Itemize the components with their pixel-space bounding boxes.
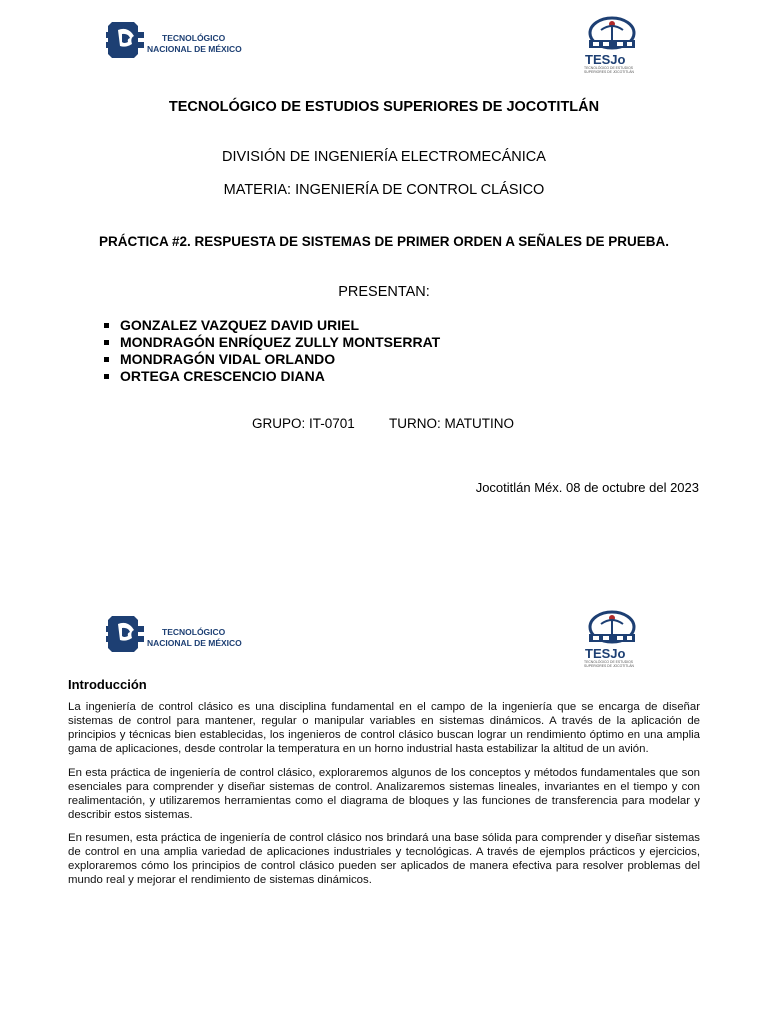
student-name: ORTEGA CRESCENCIO DIANA — [120, 368, 325, 384]
tesjo-sub-line1: TECNOLÓGICO DE ESTUDIOS — [584, 66, 633, 70]
tecnm-logo-page2 — [106, 612, 251, 666]
place-date: Jocotitlán Méx. 08 de octubre del 2023 — [475, 480, 699, 495]
tecnm-line2: NACIONAL DE MÉXICO — [147, 638, 242, 648]
tecnm-gear-icon — [106, 612, 146, 662]
bullet-square-icon — [104, 374, 109, 379]
shift-label: TURNO: MATUTINO — [389, 416, 514, 431]
tecnm-logo — [106, 18, 251, 72]
bullet-square-icon — [104, 357, 109, 362]
tesjo-logo — [583, 16, 645, 74]
tesjo-sub-line2: SUPERIORES DE JOCOTITLÁN — [584, 663, 634, 668]
tesjo-name: TESJo — [585, 52, 626, 67]
tesjo-name: TESJo — [585, 646, 626, 661]
intro-paragraph-2: En esta práctica de ingeniería de control clásico, exploraremos algunos de los conceptos y métodos fundamentales que son esenciales para comprender y diseñar sistemas de control. Analizaremos sistemas lineales, invariantes en el tiempo y con realimentación, y utilizaremos herramientas como el diagrama de bloques y las funciones de transferencia para modelar y describir estos sistemas. — [68, 767, 700, 821]
student-list — [103, 317, 440, 385]
subject-title: MATERIA: INGENIERÍA DE CONTROL CLÁSICO — [223, 182, 545, 198]
list-item — [103, 334, 440, 351]
bullet-square-icon — [104, 340, 109, 345]
tesjo-logo-page2 — [583, 610, 645, 668]
presentan-label: PRESENTAN: — [338, 284, 430, 300]
division-title: DIVISIÓN DE INGENIERÍA ELECTROMECÁNICA — [222, 149, 546, 165]
tesjo-subtitle — [584, 661, 634, 669]
tesjo-emblem-icon — [583, 16, 645, 54]
tecnm-line2: NACIONAL DE MÉXICO — [147, 44, 242, 54]
list-item — [103, 368, 440, 385]
tesjo-subtitle — [584, 67, 634, 75]
bullet-square-icon — [104, 323, 109, 328]
tesjo-emblem-icon — [583, 610, 645, 648]
list-item — [103, 317, 440, 334]
list-item — [103, 351, 440, 368]
student-name: GONZALEZ VAZQUEZ DAVID URIEL — [120, 317, 360, 333]
tesjo-sub-line1: TECNOLÓGICO DE ESTUDIOS — [584, 660, 633, 664]
student-name: MONDRAGÓN VIDAL ORLANDO — [120, 351, 336, 367]
tecnm-line1: TECNOLÓGICO — [162, 627, 226, 637]
practice-title: PRÁCTICA #2. RESPUESTA DE SISTEMAS DE PRIMER ORDEN A SEÑALES DE PRUEBA. — [98, 234, 670, 249]
institution-title: TECNOLÓGICO DE ESTUDIOS SUPERIORES DE JOCOTITLÁN — [168, 99, 600, 115]
student-name: MONDRAGÓN ENRÍQUEZ ZULLY MONTSERRAT — [120, 334, 441, 350]
tesjo-sub-line2: SUPERIORES DE JOCOTITLÁN — [584, 69, 634, 74]
intro-paragraph-1: La ingeniería de control clásico es una disciplina fundamental en el campo de la ingeniería que se encarga de diseñar sistemas de control para mantener, regular o manipular variables en sistemas dinámicos. A través de la aplicación de principios y técnicas bien establecidas, los ingenieros de control clásico buscan lograr un rendimiento óptimo en una amplia gama de aplicaciones, desde controlar la temperatura en un horno industrial hasta estabilizar la altitud de un avión. — [68, 701, 700, 755]
group-label: GRUPO: IT-0701 — [252, 416, 355, 431]
tecnm-line1: TECNOLÓGICO — [162, 33, 226, 43]
intro-heading: Introducción — [68, 677, 147, 692]
tecnm-gear-icon — [106, 18, 146, 68]
intro-paragraph-3: En resumen, esta práctica de ingeniería de control clásico nos brindará una base sólida para comprender y diseñar sistemas de control en una amplia variedad de aplicaciones industriales y tecnológicas. A través de ejemplos prácticos y ejercicios, exploraremos cómo los principios de control clásico pueden ser aplicados de manera efectiva para resolver problemas del mundo real y mejorar el rendimiento de sistemas dinámicos. — [68, 832, 700, 886]
